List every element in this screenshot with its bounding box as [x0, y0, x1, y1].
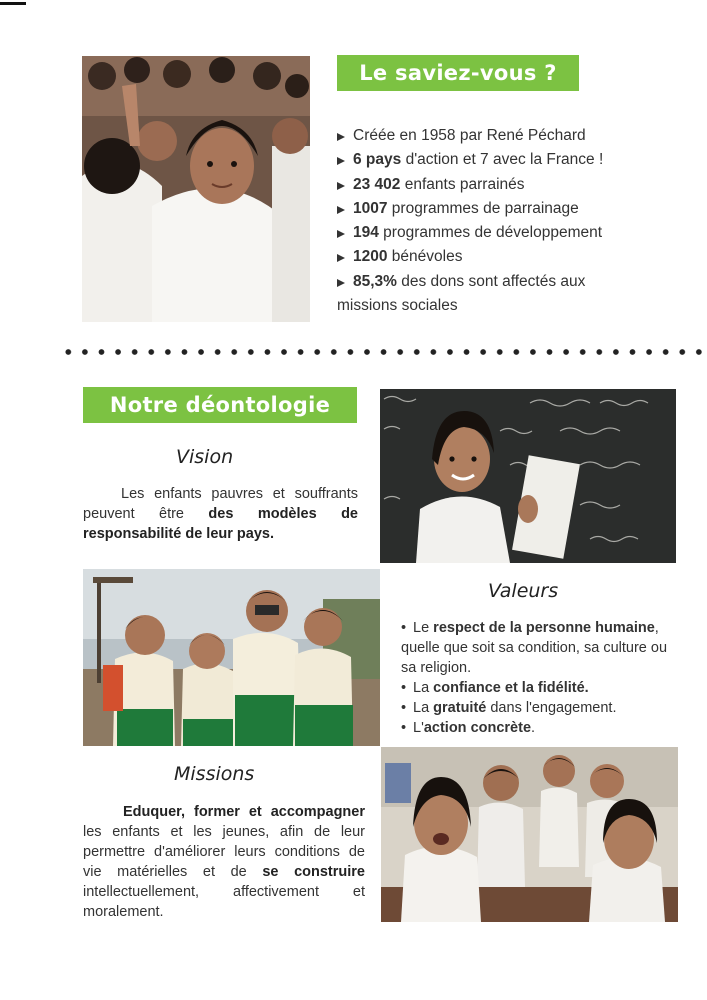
- vision-text: [83, 484, 358, 544]
- value-continuation: quelle que soit sa condition, sa culture ou sa religion.: [401, 640, 668, 676]
- fact-item: [337, 173, 667, 197]
- fact-item: [337, 270, 667, 294]
- value-pre: Le: [413, 620, 434, 636]
- deontology-badge: [83, 387, 357, 423]
- fact-item: [337, 148, 667, 172]
- value-item: [401, 698, 686, 718]
- photo-girl-blackboard: [380, 389, 676, 563]
- value-pre: La: [413, 680, 434, 696]
- value-bold: action concrète: [423, 720, 532, 736]
- arrow-bullet-icon: [337, 182, 345, 190]
- value-pre: L': [413, 720, 424, 736]
- deontology-title: Notre déontologie: [109, 393, 331, 417]
- did-you-know-badge: [337, 55, 579, 91]
- did-you-know-title: Le saviez-vous ?: [359, 61, 557, 85]
- fact-text: Créée en 1958 par René Péchard: [353, 127, 586, 144]
- fact-item: [337, 124, 667, 148]
- vision-text-bold: des modèles de responsabilité de leur pays.: [83, 506, 358, 542]
- vision-heading: Vision: [176, 446, 234, 468]
- arrow-bullet-icon: [337, 279, 345, 287]
- fact-bold: 194: [353, 224, 379, 242]
- arrow-bullet-icon: [337, 206, 345, 214]
- value-post: .: [531, 720, 536, 736]
- fact-bold: 1200: [353, 248, 388, 266]
- value-bold: gratuité: [433, 700, 487, 716]
- fact-text: enfants parrainés: [400, 175, 525, 193]
- fact-bold: 85,3%: [353, 272, 397, 290]
- missions-text: [83, 802, 365, 922]
- vision-text-start: Les enfants pauvres et souffrants peuvent être: [83, 486, 358, 522]
- fact-bold: 23 402: [353, 175, 401, 193]
- fact-text: d'action et 7 avec la France !: [401, 151, 604, 169]
- arrow-bullet-icon: [337, 157, 345, 165]
- facts-list: [337, 124, 667, 318]
- value-pre: La: [413, 700, 434, 716]
- fact-item: [337, 197, 667, 221]
- fact-bold: 6 pays: [353, 151, 402, 169]
- valeurs-heading: Valeurs: [488, 580, 559, 602]
- photo-students-raising-hands: [82, 56, 310, 322]
- missions-bold-mid: se construire: [262, 864, 365, 880]
- fact-continuation: missions sociales: [337, 297, 458, 315]
- arrow-bullet-icon: [337, 133, 345, 141]
- missions-bold-start: Eduquer, former et accompagner: [123, 804, 365, 820]
- fact-text: programmes de parrainage: [387, 199, 579, 217]
- fact-bold: 1007: [353, 199, 388, 217]
- photo-boys-uniform: [83, 569, 380, 746]
- value-post: ,: [654, 620, 659, 636]
- fact-item: [337, 245, 667, 269]
- corner-mark: [0, 2, 26, 5]
- arrow-bullet-icon: [337, 254, 345, 262]
- fact-item: [337, 221, 667, 245]
- fact-text: bénévoles: [387, 248, 463, 266]
- value-item: [401, 678, 686, 698]
- fact-text: des dons sont affectés aux: [396, 272, 586, 290]
- values-list: [401, 618, 686, 738]
- value-item: [401, 618, 686, 638]
- missions-heading: Missions: [174, 763, 255, 785]
- value-post: dans l'engagement.: [486, 700, 617, 716]
- dotted-separator: [60, 347, 707, 357]
- missions-text-end: intellectuellement, affectivement et moralement.: [83, 884, 365, 920]
- fact-text: programmes de développement: [378, 224, 603, 242]
- arrow-bullet-icon: [337, 230, 345, 238]
- photo-classroom: [381, 747, 678, 922]
- value-bold: respect de la personne humaine: [433, 620, 655, 636]
- value-bold: confiance et la fidélité.: [433, 680, 589, 696]
- value-item: [401, 718, 686, 738]
- missions-text-mid: les enfants et les jeunes, afin de leur permettre d'améliorer leurs conditions de vie matérielles et de: [83, 824, 365, 880]
